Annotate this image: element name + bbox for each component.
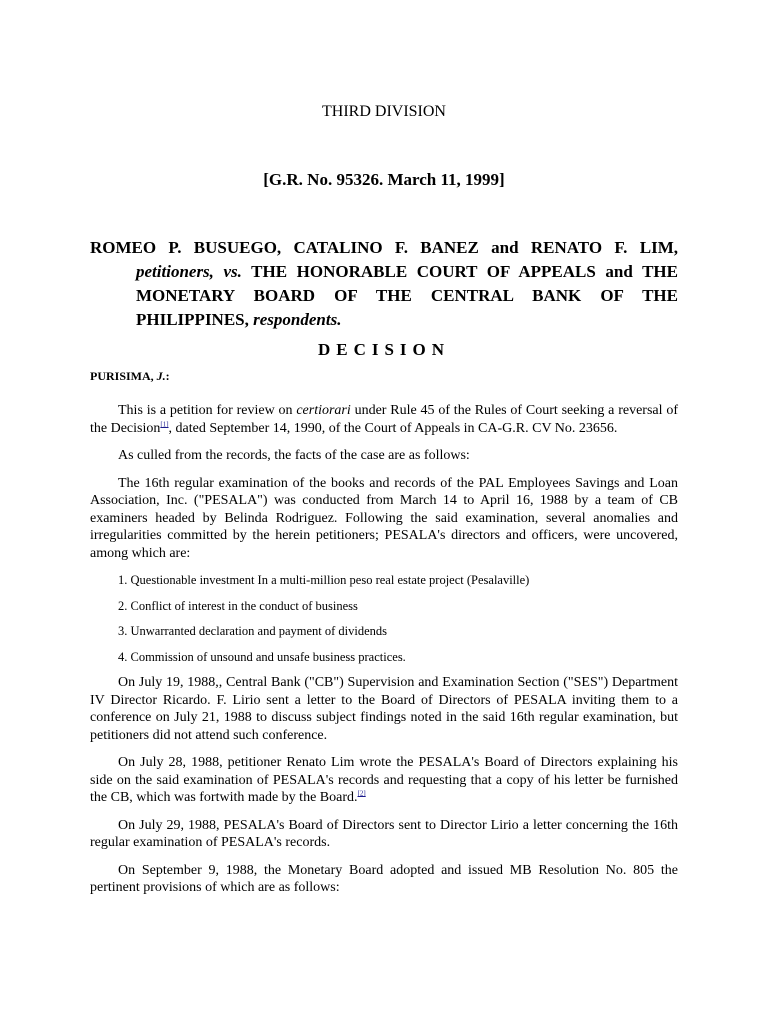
- ponente: [90, 369, 170, 384]
- case-caption: [90, 236, 678, 332]
- footnote-link-1[interactable]: [1]: [160, 419, 169, 428]
- paragraph-examination: The 16th regular examination of the books and records of the PAL Employees Savings and Loan Association, Inc. ("PESALA") was conducted from March 14 to April 16, 1988 by a team of CB examiners headed by Belinda Rodriguez. Following the said examination, several anomalies and irregularities committed by the herein petitioners; PESALA's directors and officers, were uncovered, among which are:: [90, 475, 678, 561]
- paragraph-intro: [90, 402, 678, 437]
- respondents-role: respondents.: [253, 310, 342, 329]
- decision-body: [90, 402, 678, 907]
- paragraph-text: , dated September 14, 1990, of the Court of Appeals in CA-G.R. CV No. 23656.: [168, 420, 618, 436]
- list-item: 1. Questionable investment In a multi-million peso real estate project (Pesalaville): [118, 573, 530, 587]
- footnote-link-2[interactable]: [2]: [357, 789, 366, 798]
- paragraph-text: This is a petition for review on: [118, 403, 293, 418]
- ponente-name: PURISIMA,: [90, 369, 154, 383]
- paragraph-text: under Rule 45 of the Rules of Court seeking a reversal of the Decision: [90, 403, 678, 436]
- paragraph-july-29: On July 29, 1988, PESALA's Board of Directors sent to Director Lirio a letter concerning the 16th regular examination of PESALA's records.: [90, 817, 678, 850]
- ponente-suffix: J.: [156, 369, 166, 383]
- paragraph-italic-text: certiorari: [296, 403, 351, 418]
- case-number: [G.R. No. 95326. March 11, 1999]: [263, 170, 505, 189]
- paragraph-september-9: On September 9, 1988, the Monetary Board adopted and issued MB Resolution No. 805 the pertinent provisions of which are as follows:: [90, 862, 678, 895]
- division-heading: THIRD DIVISION: [322, 103, 446, 120]
- paragraph-july-19: On July 19, 1988,, Central Bank ("CB") Supervision and Examination Section ("SES") Department IV Director Ricardo. F. Lirio sent a letter to the Board of Directors of PESALA inviting them to a conference on July 21, 1988 to discuss subject findings noted in the said 16th regular examination, but petitioners did not attend such conference.: [90, 675, 678, 743]
- petitioners-role: petitioners, vs.: [136, 262, 242, 281]
- ponente-colon: :: [165, 369, 170, 383]
- list-item: 3. Unwarranted declaration and payment of dividends: [118, 624, 388, 638]
- paragraph-text: On July 28, 1988, petitioner Renato Lim wrote the PESALA's Board of Directors explaining his side on the said examination of PESALA's records and requesting that a copy of his letter be furnished the CB, which was fortwith made by the Board.: [90, 755, 678, 805]
- petitioners-names: ROMEO P. BUSUEGO, CATALINO F. BANEZ and RENATO F. LIM,: [90, 238, 678, 257]
- paragraph-july-28: [90, 754, 678, 807]
- list-item: 4. Commission of unsound and unsafe business practices.: [118, 649, 406, 664]
- respondents-names: THE HONORABLE COURT OF APPEALS and THE MONETARY BOARD OF THE CENTRAL BANK OF THE PHILIPPINES,: [136, 262, 678, 329]
- list-item: 2. Conflict of interest in the conduct of business: [118, 598, 358, 613]
- decision-title: DECISION: [317, 340, 451, 359]
- paragraph-facts-lead: As culled from the records, the facts of the case are as follows:: [118, 448, 470, 463]
